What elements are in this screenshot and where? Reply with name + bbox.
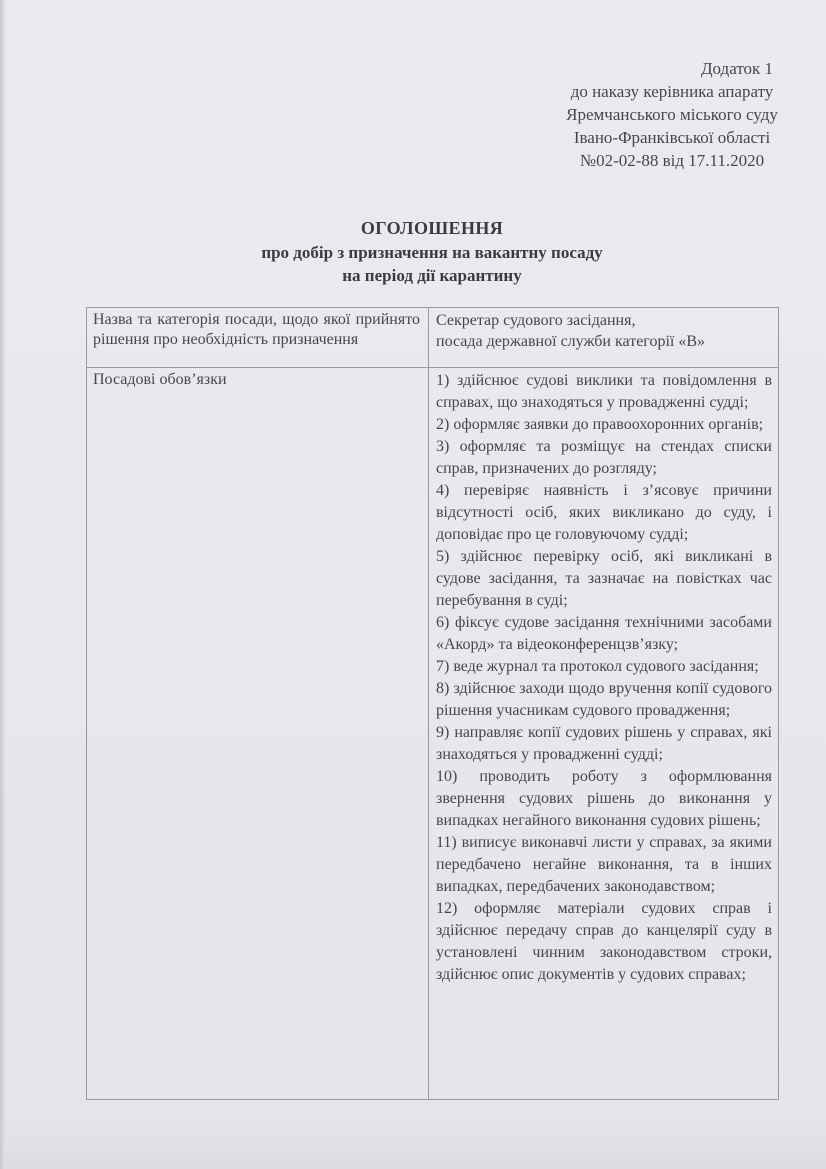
position-name-label-cell: Назва та категорія посади, щодо якої прийнято рішення про необхідність призначення xyxy=(87,308,429,368)
duty-item: 5) здійснює перевірку осіб, які викликані в судове засідання, та зазначає на повістках час перебування в суді; xyxy=(436,548,772,609)
annex-header-line: №02-02-88 від 17.11.2020 xyxy=(579,151,765,170)
duty-item: 9) направляє копії судових рішень у справах, які знаходяться у провадженні судді; xyxy=(436,724,772,763)
duty-item: 1) здійснює судові виклики та повідомлення в справах, що знаходяться у провадженні судді; xyxy=(436,372,772,411)
table-row-position-name xyxy=(87,308,779,368)
duty-item: 12) оформляє матеріали судових справ і здійснює передачу справ до канцелярії суду в установлені чинним законодавством строки, здійснює опис документів у судових справах; xyxy=(436,900,772,983)
position-announcement-table xyxy=(86,307,779,1100)
duty-item: 2) оформляє заявки до правоохоронних органів; xyxy=(436,416,764,433)
table-row-duties xyxy=(87,368,779,1100)
duty-item: 8) здійснює заходи щодо вручення копії судового рішення учасникам судового провадження; xyxy=(436,680,772,719)
announcement-subtitle-2: на період дії карантину xyxy=(342,266,522,285)
duty-item: 10) проводить роботу з оформлювання звернення судових рішень до виконання у випадках негайного виконання судових рішень; xyxy=(436,768,772,829)
annex-header-line: до наказу керівника апарату xyxy=(570,82,774,101)
duty-item: 7) веде журнал та протокол судового засідання; xyxy=(436,658,759,675)
duty-item: 4) перевіряє наявність і з’ясовує причини відсутності осіб, яких викликано до суду, і доповідає про це головуючому судді; xyxy=(436,482,772,543)
position-name-line: Секретар судового засідання, xyxy=(436,312,636,329)
announcement-title: ОГОЛОШЕННЯ xyxy=(360,218,504,238)
duty-item: 11) виписує виконавчі листи у справах, за якими передбачено негайне виконання, та в інших випадках, передбачених законодавством; xyxy=(436,834,772,895)
duty-item: 6) фіксує судове засідання технічними засобами «Акорд» та відеоконференцзв’язку; xyxy=(436,614,772,653)
duties-value-cell xyxy=(429,368,779,1100)
annex-header-line: Яремчанського міського суду xyxy=(566,105,778,124)
duty-item: 3) оформляє та розміщує на стендах списки справ, призначених до розгляду; xyxy=(436,438,772,477)
duties-label-cell: Посадові обов’язки xyxy=(87,368,429,1100)
annex-header-line: Івано-Франківської області xyxy=(573,128,771,147)
announcement-subtitle-1: про добір з призначення на вакантну посаду xyxy=(261,243,603,262)
position-name-line: посада державної служби категорії «В» xyxy=(436,333,706,350)
announcement-title-block xyxy=(86,216,778,287)
position-name-value-cell xyxy=(429,308,779,368)
scan-edge-shadow xyxy=(0,0,6,1169)
annex-header-block xyxy=(551,57,793,172)
annex-header-line: Додаток 1 xyxy=(700,59,774,78)
